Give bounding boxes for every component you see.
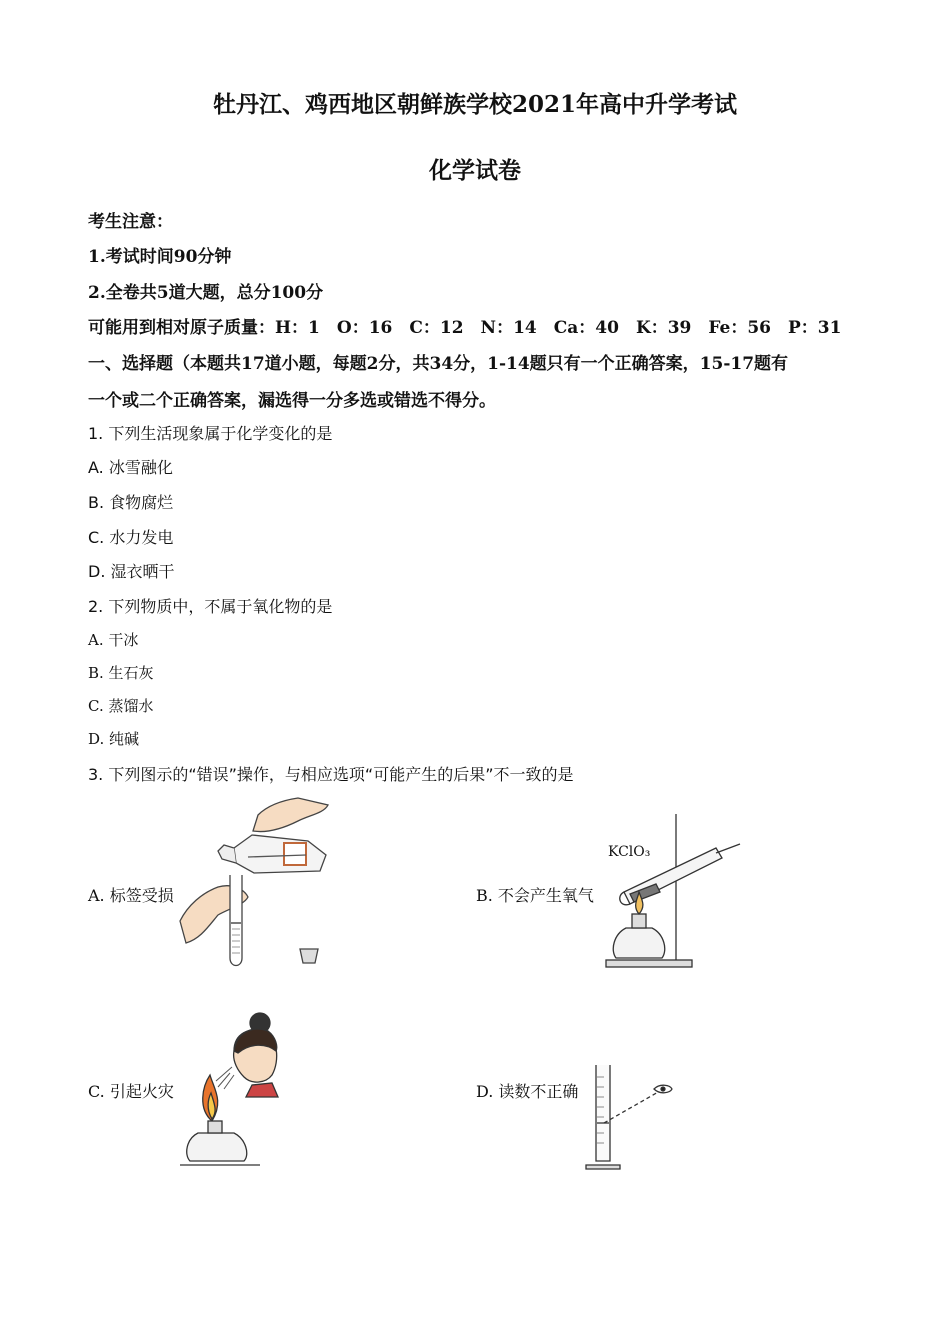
q2-option-b: B. 生石灰 <box>88 664 154 682</box>
section1-instructions-line2: 一个或二个正确答案，漏选得一分多选或错选不得分。 <box>88 391 496 411</box>
figure-b-label: KClO₃ <box>608 844 651 860</box>
q1-option-a: A. 冰雪融化 <box>88 458 173 477</box>
q2-option-d: D. 纯碱 <box>88 730 140 748</box>
q3-option-c: C. 引起火灾 <box>88 1082 174 1101</box>
figure-d-cylinder-reading <box>584 1063 678 1173</box>
q3-option-d: D. 读数不正确 <box>476 1082 579 1101</box>
atomic-masses: 可能用到相对原子质量：H：1 O：16 C：12 N：14 Ca：40 K：39 Fe：56 P：31 <box>88 318 842 338</box>
notes-heading: 考生注意： <box>88 212 173 232</box>
notes-time: 1.考试时间90分钟 <box>88 247 232 267</box>
q1-option-b: B. 食物腐烂 <box>88 493 174 512</box>
q1-option-c: C. 水力发电 <box>88 528 174 547</box>
figure-c-blowing-lamp <box>180 1003 300 1168</box>
q2-option-c: C. 蒸馏水 <box>88 697 154 715</box>
section1-instructions-line1: 一、选择题（本题共17道小题，每题2分，共34分，1-14题只有一个正确答案，15-17题有 <box>88 354 789 374</box>
exam-title: 牡丹江、鸡西地区朝鲜族学校2021年高中升学考试 <box>212 91 737 118</box>
q1-option-d: D. 湿衣晒干 <box>88 562 175 581</box>
q3-stem: 3. 下列图示的“错误”操作，与相应选项“可能产生的后果”不一致的是 <box>88 765 574 784</box>
figure-a-pouring-liquid <box>178 793 338 978</box>
figure-b-heating-kclo3 <box>604 810 754 970</box>
q3-option-b: B. 不会产生氧气 <box>476 886 594 905</box>
q2-stem: 2. 下列物质中，不属于氧化物的是 <box>88 597 333 616</box>
notes-score: 2.全卷共5道大题，总分100分 <box>88 283 324 303</box>
q2-option-a: A. 干冰 <box>88 631 139 649</box>
q3-option-a: A. 标签受损 <box>88 886 174 905</box>
q1-stem: 1. 下列生活现象属于化学变化的是 <box>88 424 333 443</box>
exam-subtitle: 化学试卷 <box>429 157 521 184</box>
